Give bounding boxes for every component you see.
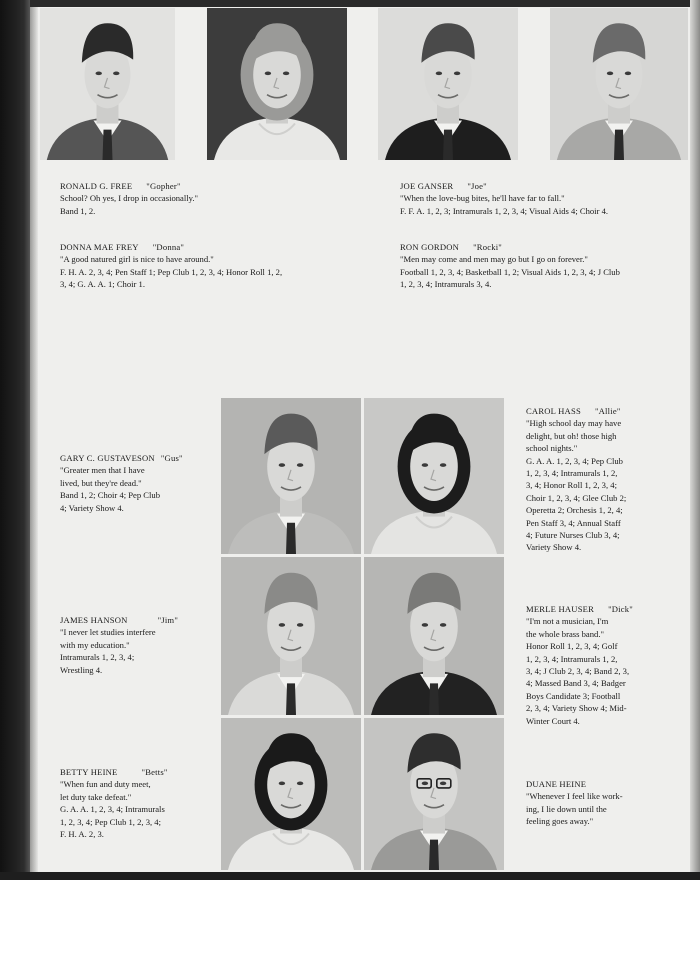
tie-shape: [286, 683, 296, 715]
bottom-edge: [0, 872, 700, 880]
blurb-line: "When fun and duty meet,: [60, 779, 151, 790]
eye-left-shape: [279, 463, 285, 467]
tie-shape: [103, 130, 113, 160]
blurb-donna-frey: [60, 241, 282, 291]
blurb-carol-hass: [526, 405, 626, 554]
blurb-line: 3, 4; Honor Roll 1, 2, 3, 4;: [526, 480, 617, 491]
student-nickname: "Dick": [608, 604, 633, 614]
student-name: CAROL HASS: [526, 406, 581, 416]
student-nickname: "Rocki": [473, 242, 503, 252]
eye-right-shape: [440, 623, 446, 627]
portrait-graphic: [40, 8, 175, 160]
blurb-line: 4; Future Nurses Club 3, 4;: [526, 530, 620, 541]
blurb-line: Pen Staff 3, 4; Annual Staff: [526, 517, 621, 528]
tie-shape: [429, 683, 439, 715]
portrait-graphic: [364, 398, 504, 554]
photo-joe-ganser: [378, 8, 518, 160]
eye-left-shape: [96, 72, 102, 76]
blurb-line: "High school day may have: [526, 418, 622, 429]
blurb-line: "Whenever I feel like work-: [526, 791, 623, 802]
student-name: BETTY HEINE: [60, 767, 118, 777]
student-name: RON GORDON: [400, 242, 460, 252]
blurb-line: F. F. A. 1, 2, 3; Intramurals 1, 2, 3, 4; Visual Aids 4; Choir 4.: [400, 205, 609, 216]
eye-right-shape: [297, 782, 303, 786]
student-name: RONALD G. FREE: [60, 181, 133, 191]
photo-duane-heine: [364, 718, 504, 870]
eye-right-shape: [297, 623, 303, 627]
eye-right-shape: [283, 72, 289, 76]
photo-merle-hauser: [364, 557, 504, 715]
photo-james-hanson: [221, 557, 361, 715]
blurb-james-hanson: [60, 614, 178, 676]
student-nickname: "Gus": [160, 453, 183, 463]
portrait-graphic: [207, 8, 347, 160]
eye-right-shape: [113, 72, 119, 76]
eye-left-shape: [422, 623, 428, 627]
eye-left-shape: [265, 72, 271, 76]
photo-gary-gustaveson: [221, 398, 361, 554]
blurb-line: G. A. A. 1, 2, 3, 4; Intramurals: [60, 804, 165, 815]
blurb-line: let duty take defeat.": [60, 791, 132, 802]
student-name: MERLE HAUSER: [526, 604, 595, 614]
blurb-line: "I never let studies interfere: [60, 627, 156, 638]
blurb-line: Variety Show 4.: [526, 542, 582, 553]
blurb-line: 1, 2, 3, 4; Intramurals 3, 4.: [400, 279, 492, 290]
blurb-line: "Men may come and men may go but I go on forever.": [400, 254, 588, 265]
blurb-line: G. A. A. 1, 2, 3, 4; Pep Club: [526, 455, 623, 466]
page-edge: [690, 0, 700, 880]
tie-shape: [614, 130, 624, 160]
blurb-gary-gustaveson: [60, 452, 183, 514]
eye-right-shape: [454, 72, 460, 76]
tie-shape: [429, 840, 439, 870]
student-nickname: "Joe": [467, 181, 487, 191]
blurb-line: 3, 4; J Club 2, 3, 4; Band 2, 3,: [526, 666, 630, 677]
blurb-line: the whole brass band.": [526, 628, 604, 639]
blurb-ron-gordon: [400, 241, 620, 291]
portrait-graphic: [221, 557, 361, 715]
tie-shape: [443, 130, 453, 160]
blurb-line: 3, 4; G. A. A. 1; Choir 1.: [60, 279, 145, 290]
photo-ron-gordon: [550, 8, 688, 160]
photo-betty-heine: [221, 718, 361, 870]
blurb-line: "When the love-bug bites, he'll have far to fall.": [400, 193, 565, 204]
blurb-line: 2, 3, 4; Variety Show 4; Mid-: [526, 703, 627, 714]
blurb-line: "Greater men that I have: [60, 465, 145, 476]
student-name: JOE GANSER: [400, 181, 454, 191]
blurb-line: 1, 2, 3, 4; Intramurals 1, 2,: [526, 653, 618, 664]
eye-left-shape: [607, 72, 613, 76]
student-name: GARY C. GUSTAVESON: [60, 453, 155, 463]
blurb-line: lived, but they're dead.": [60, 477, 142, 488]
photo-ronald-free: [40, 8, 175, 160]
portrait-graphic: [364, 718, 504, 870]
blurb-line: School? Oh yes, I drop in occasionally.": [60, 193, 199, 204]
binding-gutter: [30, 0, 38, 880]
blurb-line: 4; Variety Show 4.: [60, 502, 124, 513]
blurb-joe-ganser: [400, 180, 608, 217]
portrait-graphic: [378, 8, 518, 160]
student-name: JAMES HANSON: [60, 615, 128, 625]
portrait-graphic: [364, 557, 504, 715]
blurb-line: "A good natured girl is nice to have around.": [60, 254, 214, 265]
blurb-line: ing, I lie down until the: [526, 803, 607, 814]
blurb-betty-heine: [60, 766, 168, 840]
student-nickname: "Donna": [152, 242, 185, 252]
eye-right-shape: [440, 782, 446, 786]
blurb-line: Winter Court 4.: [526, 715, 580, 726]
blurb-line: 1, 2, 3, 4; Pep Club 1, 2, 3, 4;: [60, 816, 161, 827]
student-name: DUANE HEINE: [526, 779, 587, 789]
portrait-graphic: [221, 398, 361, 554]
blurb-line: with my education.": [60, 639, 130, 650]
eye-right-shape: [297, 463, 303, 467]
blurb-line: feeling goes away.": [526, 816, 594, 827]
eye-left-shape: [422, 782, 428, 786]
blurb-line: 4; Massed Band 3, 4; Badger: [526, 678, 626, 689]
photo-carol-hass: [364, 398, 504, 554]
student-nickname: "Betts": [141, 767, 168, 777]
student-name: DONNA MAE FREY: [60, 242, 139, 252]
eye-left-shape: [436, 72, 442, 76]
blurb-line: Band 1, 2.: [60, 205, 96, 216]
portrait-graphic: [550, 8, 688, 160]
blurb-line: Choir 1, 2, 3, 4; Glee Club 2;: [526, 492, 627, 503]
tie-shape: [286, 523, 296, 554]
blurb-line: F. H. A. 2, 3, 4; Pen Staff 1; Pep Club 1, 2, 3, 4; Honor Roll 1, 2,: [60, 266, 283, 277]
eye-left-shape: [279, 623, 285, 627]
eye-right-shape: [625, 72, 631, 76]
eye-left-shape: [279, 782, 285, 786]
eye-right-shape: [440, 463, 446, 467]
blurb-line: F. H. A. 2, 3.: [60, 829, 104, 840]
top-edge: [30, 0, 700, 7]
blurb-line: Band 1, 2; Choir 4; Pep Club: [60, 490, 161, 501]
blurb-line: "I'm not a musician, I'm: [526, 616, 609, 627]
blurb-merle-hauser: [526, 603, 633, 727]
blurb-line: Honor Roll 1, 2, 3, 4; Golf: [526, 641, 618, 652]
eye-left-shape: [422, 463, 428, 467]
blurb-line: 1, 2, 3, 4; Intramurals 1, 2,: [526, 468, 618, 479]
student-nickname: "Jim": [157, 615, 179, 625]
student-nickname: "Gopher": [146, 181, 181, 191]
blurb-ronald-free: [60, 180, 198, 217]
portrait-graphic: [221, 718, 361, 870]
book-binding: [0, 0, 30, 880]
blurb-line: Wrestling 4.: [60, 664, 103, 675]
blurb-line: school nights.": [526, 443, 578, 454]
student-nickname: "Allie": [594, 406, 621, 416]
blurb-line: Operetta 2; Orchesis 1, 2, 4;: [526, 505, 623, 516]
photo-donna-frey: [207, 8, 347, 160]
blurb-line: Intramurals 1, 2, 3, 4;: [60, 652, 135, 663]
blurb-duane-heine: [526, 778, 623, 828]
blurb-line: Football 1, 2, 3, 4; Basketball 1, 2; Visual Aids 1, 2, 3, 4; J Club: [400, 266, 620, 277]
blurb-line: Boys Candidate 3; Football: [526, 690, 621, 701]
blurb-line: delight, but oh! those high: [526, 430, 617, 441]
